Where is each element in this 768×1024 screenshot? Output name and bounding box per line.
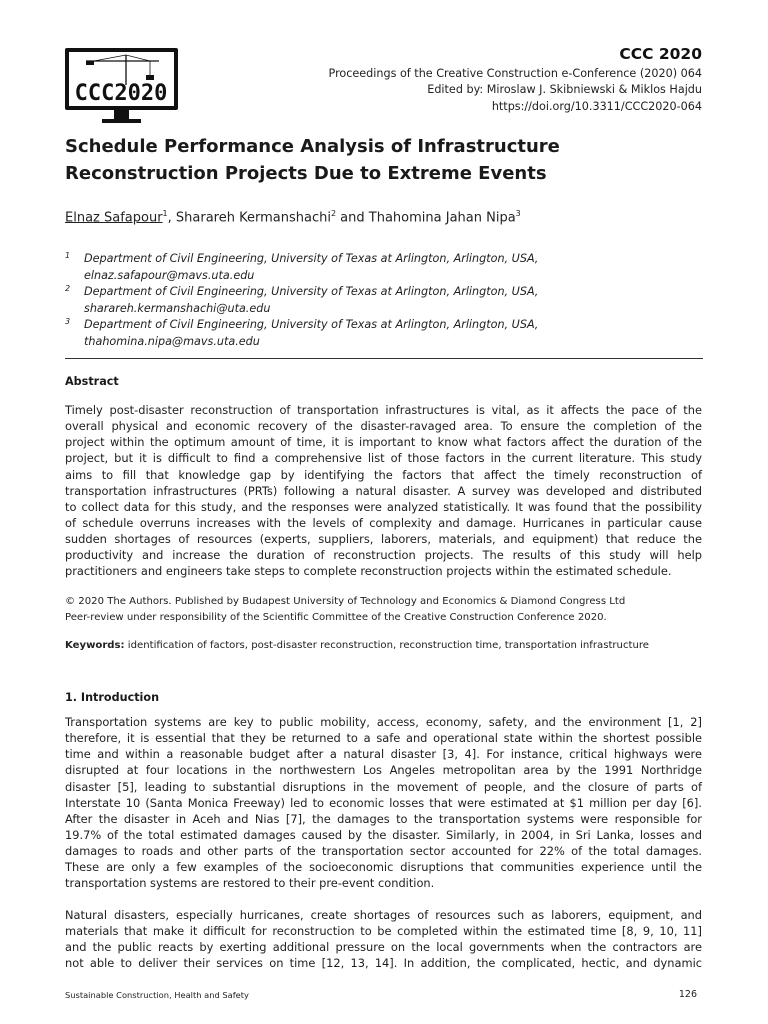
abstract-line: sudden shortages of resources (experts, suppliers, laborers, materials, and equipment) that reduce the bbox=[65, 532, 702, 547]
body-line: disrupted at four locations in the northwestern Los Angeles metropolitan area by the 1991 Northridge bbox=[65, 763, 702, 778]
body-line: damages to roads and other parts of the transportation sector accounted for 22% of the total damages. bbox=[65, 844, 702, 859]
abstract-line: practitioners and engineers take steps to complete reconstruction projects within the estimated schedule. bbox=[65, 564, 672, 579]
conference-title: CCC 2020 bbox=[619, 45, 702, 63]
abstract-line: of schedule overruns increases with the levels of complexity and damage. Hurricanes in particular cause bbox=[65, 515, 702, 530]
body-line: and the public reacts by exerting additional pressure on the local governments when the contractors are bbox=[65, 940, 702, 955]
affiliation-2 bbox=[65, 284, 705, 317]
body-line: Transportation systems are key to public mobility, access, economy, safety, and the environment [1, 2] bbox=[65, 715, 702, 729]
doi-link[interactable]: https://doi.org/10.3311/CCC2020-064 bbox=[491, 100, 702, 113]
section-heading-introduction: 1. Introduction bbox=[65, 691, 160, 704]
body-line: not able to deliver their services on time [12, 13, 14]. In addition, the complicated, hectic, and dynamic bbox=[65, 956, 702, 971]
author-affil-mark: 1 bbox=[162, 209, 168, 218]
body-line: Natural disasters, especially hurricanes, create shortages of resources such as laborers, equipment, and bbox=[65, 908, 702, 922]
affiliation-department: Department of Civil Engineering, University of Texas at Arlington, Arlington, USA, bbox=[84, 252, 539, 265]
body-line: materials that make it difficult for reconstruction to be completed within the estimated time [8, 9, 10, 11] bbox=[65, 924, 702, 939]
author-name: Sharareh Kermanshachi bbox=[175, 210, 331, 226]
logo-text: CCC2020 bbox=[74, 81, 168, 106]
paper-title bbox=[65, 133, 685, 187]
affiliation-number: 3 bbox=[65, 317, 71, 326]
affiliation-email[interactable]: elnaz.safapour@mavs.uta.edu bbox=[84, 268, 255, 282]
abstract-line: to collect data for this study, and the responses were analyzed statistically. It was found that the possibility bbox=[65, 499, 702, 514]
body-line: These are only a few examples of the socioeconomic disruptions that communities experience until the bbox=[65, 860, 702, 875]
peer-review-line: Peer-review under responsibility of the Scientific Committee of the Creative Construction Conference 2020. bbox=[65, 612, 607, 623]
author-separator: , bbox=[167, 210, 176, 226]
abstract-line: productivity and increase the duration of reconstruction projects. The results of this study will help bbox=[65, 548, 702, 563]
body-line: therefore, it is essential that they be returned to a safe and operational state within the shortest possible bbox=[65, 731, 702, 746]
affiliation-1 bbox=[65, 251, 705, 284]
abstract-line: overall physical and economic recovery of the disaster-ravaged area. To ensure the completion of the bbox=[65, 419, 702, 434]
keywords-text: identification of factors, post-disaster reconstruction, reconstruction time, transportation infrastructure bbox=[124, 640, 649, 651]
ccc2020-logo bbox=[64, 47, 179, 127]
abstract-line: Timely post-disaster reconstruction of transportation infrastructures is vital, as it affects the pace of the bbox=[65, 403, 702, 417]
body-line: transportation systems are restored to their pre-event condition. bbox=[65, 876, 435, 891]
affiliation-3 bbox=[65, 317, 705, 350]
abstract-line: aims to fill that knowledge gap by identifying the factors that affect the timely reconstruction of bbox=[65, 467, 702, 482]
affiliation-department: Department of Civil Engineering, University of Texas at Arlington, Arlington, USA, bbox=[84, 285, 539, 298]
keywords bbox=[65, 640, 649, 651]
keywords-label: Keywords: bbox=[65, 640, 125, 651]
title-line: Schedule Performance Analysis of Infrastructure bbox=[65, 136, 560, 157]
proceedings-line: Proceedings of the Creative Construction e-Conference (2020) 064 bbox=[328, 67, 702, 80]
author-affil-mark: 2 bbox=[330, 209, 337, 218]
affiliation-department: Department of Civil Engineering, University of Texas at Arlington, Arlington, USA, bbox=[84, 318, 539, 331]
editors-line: Edited by: Miroslaw J. Skibniewski & Miklos Hajdu bbox=[427, 83, 702, 96]
page-number: 126 bbox=[678, 989, 697, 1000]
body-line: 19.7% of the total estimated damages caused by the disaster. Similarly, in 2004, in Sri Lanka, losses and bbox=[65, 827, 702, 842]
body-line: time and within a reasonable budget after a natural disaster [3, 4]. For instance, critical highways were bbox=[65, 747, 702, 762]
header-divider bbox=[65, 358, 703, 359]
body-line: After the disaster in Aceh and Nias [7], the damages to the transportation systems were responsible for bbox=[65, 811, 702, 826]
abstract-body bbox=[65, 402, 702, 580]
author-name[interactable]: Elnaz Safapour bbox=[65, 210, 163, 226]
affiliation-number: 2 bbox=[65, 284, 71, 293]
title-line: Reconstruction Projects Due to Extreme Events bbox=[65, 163, 547, 184]
author-separator: and bbox=[336, 210, 369, 226]
introduction-paragraph-1 bbox=[65, 714, 702, 892]
abstract-line: project within the optimum amount of time, it is important to know what factors affect the duration of the bbox=[65, 435, 702, 450]
affiliation-email[interactable]: thahomina.nipa@mavs.uta.edu bbox=[84, 334, 260, 348]
author-affil-mark: 3 bbox=[515, 209, 521, 218]
author-name: Thahomina Jahan Nipa bbox=[368, 210, 516, 226]
copyright-line: © 2020 The Authors. Published by Budapest University of Technology and Economics & Diamond Congress Ltd bbox=[65, 596, 626, 607]
introduction-paragraph-2 bbox=[65, 907, 702, 972]
body-line: Interstate 10 (Santa Monica Freeway) led to economic losses that were estimated at $1 million per day [6]. bbox=[65, 795, 702, 810]
affiliation-number: 1 bbox=[65, 251, 71, 260]
author-list bbox=[65, 209, 521, 225]
abstract-line: project, but it is difficult to find a comprehensive list of those factors in the current literature. This study bbox=[65, 451, 702, 466]
abstract-heading: Abstract bbox=[65, 375, 119, 388]
body-line: disaster [5], leading to substantial disruptions in the movement of people, and the closure of parts of bbox=[65, 779, 702, 794]
footer-section-name: Sustainable Construction, Health and Safety bbox=[65, 990, 249, 1000]
abstract-line: transportation infrastructures (PRTs) following a natural disaster. A survey was developed and distributed bbox=[65, 483, 702, 498]
affiliation-email[interactable]: sharareh.kermanshachi@uta.edu bbox=[84, 301, 271, 315]
